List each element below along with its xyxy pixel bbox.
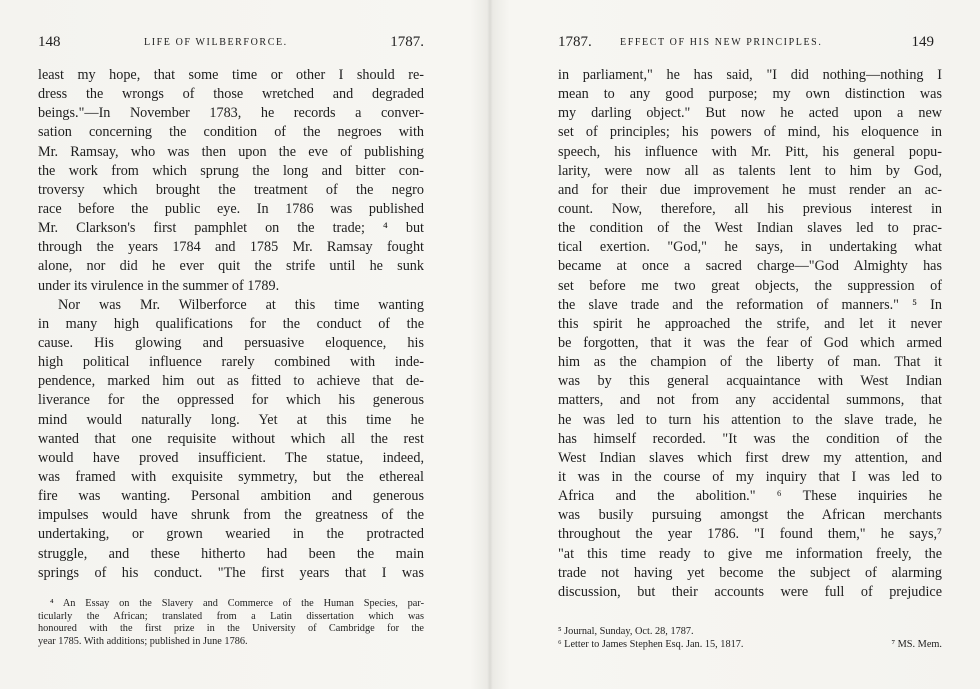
text-line: my darling object." But now he acted upon a new [558, 105, 942, 122]
text-line: discussion, but their accounts were full of prejudice [558, 583, 942, 600]
footnote-row [558, 639, 942, 652]
text-line: him as the champion of the liberty of man. That it [558, 354, 942, 371]
text-line: high political influence rarely combined with inde- [38, 354, 424, 371]
text-line: Mr. Clarkson's first pamphlet on the trade; ⁴ but [38, 220, 424, 237]
footnote-5: ⁵ Journal, Sunday, Oct. 28, 1787. [558, 626, 694, 637]
text-line: mean to any good purpose; my own distinction was [558, 86, 942, 103]
text-line: was framed with exquisite symmetry, but the ethereal [38, 468, 424, 485]
text-line: the slave trade and the reformation of manners." ⁵ In [558, 296, 942, 313]
footnote-7: ⁷ MS. Mem. [891, 639, 942, 650]
text-line: in parliament," he has said, "I did nothing—nothing I [558, 67, 942, 83]
text-line: was busily pursuing amongst the African merchants [558, 507, 942, 524]
text-line: struggle, and these hitherto had been the main [38, 545, 424, 562]
text-line: pendence, marked him out as fitted to achieve that de- [38, 373, 424, 390]
text-line: liverance for the oppressed for which his generous [38, 392, 424, 409]
footnote-6: ⁶ Letter to James Stephen Esq. Jan. 15, 1817. [558, 639, 744, 650]
right-page [558, 0, 942, 689]
text-line: would have proved insufficient. The statue, indeed, [38, 449, 424, 466]
text-line: cause. His glowing and persuasive eloquence, his [38, 334, 424, 351]
left-page [38, 0, 424, 689]
text-line: troversy which brought the treatment of the negro [38, 181, 424, 198]
text-line: and for their due improvement he must render an ac- [558, 181, 942, 198]
text-line: tical exertion. "God," he says, in undertaking what [558, 239, 942, 256]
text-line: impulses would have shrunk from the greatness of the [38, 507, 424, 524]
text-line: alone, nor did he ever quit the strife until he sunk [38, 258, 424, 275]
text-line: Mr. Ramsay, who was then upon the eve of publishing [38, 143, 424, 160]
text-line: throughout the year 1786. "I found them," he says,⁷ [558, 526, 942, 543]
text-line: the condition of the West Indian slaves led to prac- [558, 220, 942, 237]
right-running-head [558, 34, 942, 56]
text-line: wanted that one requisite without which all the rest [38, 430, 424, 447]
text-line: race before the public eye. In 1786 was published [38, 200, 424, 217]
text-line: undertaking, or grown wearied in the protracted [38, 526, 424, 543]
text-line: trade not having yet become the subject of alarming [558, 564, 942, 581]
footnote-line: year 1785. With additions; published in June 1786. [38, 635, 248, 647]
text-line: he was led to turn his attention to the slave trade, he [558, 411, 942, 428]
text-line: set before me two great objects, the suppression of [558, 277, 942, 294]
left-running-head [38, 34, 424, 56]
running-year: 1787. [390, 34, 424, 50]
text-line: through the years 1784 and 1785 Mr. Ramsay fought [38, 239, 424, 256]
running-title: LIFE OF WILBERFORCE. [144, 37, 288, 48]
text-line: least my hope, that some time or other I should re- [38, 67, 424, 83]
book-gutter [487, 0, 493, 689]
text-line: it was in the course of my inquiry that I was led to [558, 468, 942, 485]
right-body-text [558, 66, 942, 602]
text-line: be forgotten, that it was the fear of God which armed [558, 334, 942, 351]
text-line: this spirit he approached the strife, and let it never [558, 315, 942, 332]
left-footnotes [38, 598, 424, 648]
text-line: sation concerning the condition of the negroes with [38, 124, 424, 141]
text-line: in many high qualifications for the conduct of the [38, 315, 424, 332]
text-line: mind would naturally long. Yet at this time he [38, 411, 424, 428]
page-number: 148 [38, 34, 61, 50]
text-line: dress the wrongs of those wretched and degraded [38, 86, 424, 103]
page-number: 149 [911, 34, 934, 50]
footnote-line: ticularly the African; translated from a Latin dissertation which was [38, 610, 424, 622]
text-line: larity, were now all as talents lent to him by God, [558, 162, 942, 179]
left-body-text [38, 66, 424, 583]
text-line: fire was wanting. Personal ambition and generous [38, 488, 424, 505]
text-line: the work from which sprung the long and bitter con- [38, 162, 424, 179]
text-line: "at this time ready to give me information freely, the [558, 545, 942, 562]
text-line: has himself recorded. "It was the condition of the [558, 430, 942, 447]
footnote-line: honoured with the first prize in the University of Cambridge for the [38, 623, 424, 635]
text-line: Africa and the abolition." ⁶ These inquiries he [558, 488, 942, 505]
text-line: set of principles; his powers of mind, his eloquence in [558, 124, 942, 141]
text-line: speech, his influence with Mr. Pitt, his general popu- [558, 143, 942, 160]
text-line: count. Now, therefore, all his previous interest in [558, 200, 942, 217]
text-line: Nor was Mr. Wilberforce at this time wanting [58, 296, 424, 313]
text-line: matters, and not from any accidental summons, that [558, 392, 942, 409]
text-line: beings."—In November 1783, he records a conver- [38, 105, 424, 122]
right-footnotes [558, 626, 942, 652]
text-line: was by this general acquaintance with West Indian [558, 373, 942, 390]
text-line: West Indian slaves which first drew my attention, and [558, 449, 942, 466]
text-line: under its virulence in the summer of 1789. [38, 277, 280, 294]
running-year: 1787. [558, 34, 592, 50]
running-title: EFFECT OF HIS NEW PRINCIPLES. [620, 37, 823, 48]
footnote-line: ⁴ An Essay on the Slavery and Commerce of the Human Species, par- [50, 598, 424, 609]
text-line: became at once a sacred charge—"God Almighty has [558, 258, 942, 275]
text-line: springs of his conduct. "The first years that I was [38, 564, 424, 581]
